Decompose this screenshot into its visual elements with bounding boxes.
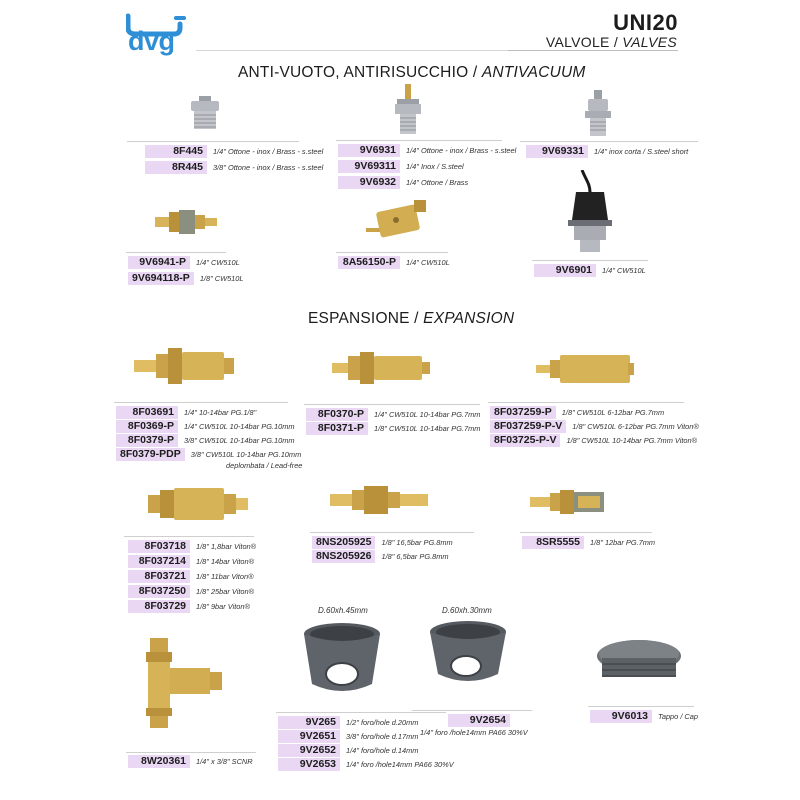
list-item xyxy=(145,145,323,158)
product-code: 9V6931 xyxy=(338,144,400,157)
list-item xyxy=(278,744,418,757)
product-desc: 1/8" CW510L xyxy=(199,274,244,283)
group-rule xyxy=(520,532,652,533)
product-desc: 1/4" foro/hole d.14mm xyxy=(346,746,419,755)
product-code: 8F037250 xyxy=(128,585,190,598)
product-code: 9V69331 xyxy=(526,145,588,158)
list-item xyxy=(490,420,699,433)
group-rule xyxy=(520,141,698,142)
product-code: 8F445 xyxy=(145,145,207,158)
product-desc: 1/4" CW510L xyxy=(406,258,450,267)
product-desc: 1/8" CW510L 6-12bar PG.7mm Viton® xyxy=(572,422,699,431)
product-code: 8F0371-P xyxy=(306,422,368,435)
page-title: UNI20 xyxy=(613,10,678,35)
product-code: 9V2651 xyxy=(278,730,340,743)
product-code: 9V694118-P xyxy=(128,272,194,285)
product-code: 8F037259-P xyxy=(490,406,556,419)
section-antivacuum-italic: ANTIVACUUM xyxy=(481,64,586,81)
list-item xyxy=(306,408,480,421)
product-code: 8W20361 xyxy=(128,755,190,768)
product-code: 8F03725-P-V xyxy=(490,434,560,447)
product-code: 8F0379-P xyxy=(116,434,178,447)
product-desc: 1/8" 25bar Viton® xyxy=(196,587,255,596)
list-item xyxy=(116,420,295,433)
product-desc: 1/4" x 3/8" SCNR xyxy=(196,757,253,766)
product-code: 9V2654 xyxy=(448,714,510,727)
antivacuum-valve-9v69331-image xyxy=(582,90,614,138)
section-antivacuum-main: ANTI-VUOTO, ANTIRISUCCHIO / xyxy=(238,64,482,81)
product-desc: 1/4" Ottone - inox / Brass - s.steel xyxy=(213,147,324,156)
product-desc: 1/8" 6,5bar PG.8mm xyxy=(381,552,449,561)
header-divider-accent xyxy=(508,50,678,51)
product-desc: 1/8" 9bar Viton® xyxy=(196,602,250,611)
list-item xyxy=(128,272,244,285)
list-item xyxy=(526,145,688,158)
product-desc: 3/8" foro/hole d.17mm xyxy=(346,732,419,741)
dimension-label: D.60xh.30mm xyxy=(442,606,492,615)
list-item xyxy=(590,710,698,723)
product-code: 8F03718 xyxy=(128,540,190,553)
product-desc: 1/8" 14bar Viton® xyxy=(196,557,255,566)
expansion-valve-8sr5555-image xyxy=(528,488,608,516)
list-item xyxy=(338,176,468,189)
antivacuum-valve-8f445-image xyxy=(185,96,225,132)
list-item xyxy=(116,448,301,461)
product-code: 8F03691 xyxy=(116,406,178,419)
group-rule xyxy=(276,712,446,713)
list-item xyxy=(128,570,254,583)
group-rule xyxy=(127,141,299,142)
product-desc: 1/4" CW510L 10-14bar PG.7mm xyxy=(374,410,481,419)
group-rule xyxy=(126,252,226,253)
section-expansion-main: ESPANSIONE / xyxy=(308,310,424,327)
list-item xyxy=(278,716,418,729)
page-subtitle xyxy=(546,34,677,50)
product-code: 9V2653 xyxy=(278,758,340,771)
product-desc: 3/8" CW510L 10-14bar PG.10mm xyxy=(184,436,295,445)
product-desc: 1/4" Ottone / Brass xyxy=(406,178,469,187)
list-item xyxy=(128,540,256,553)
product-code: 8F03729 xyxy=(128,600,190,613)
subtitle-main: VALVOLE / xyxy=(545,34,623,50)
product-code: 8F0379-PDP xyxy=(116,448,185,461)
product-code: 8R445 xyxy=(145,161,207,174)
subtitle-italic: VALVES xyxy=(622,34,677,50)
group-rule xyxy=(304,404,480,405)
section-title-antivacuum xyxy=(238,64,586,82)
product-desc: 1/8" CW510L 10-14bar PG.7mm xyxy=(374,424,481,433)
group-rule xyxy=(532,260,648,261)
product-desc: 1/8" CW510L 10-14bar PG.7mm Viton® xyxy=(566,436,698,445)
list-item xyxy=(128,585,254,598)
product-note: deplombata / Lead-free xyxy=(226,461,303,470)
product-code: 9V265 xyxy=(278,716,340,729)
product-code: 8A56150-P xyxy=(338,256,400,269)
group-rule xyxy=(114,402,288,403)
list-item xyxy=(490,434,697,447)
section-expansion-italic: EXPANSION xyxy=(423,310,515,327)
antivacuum-valve-9v6931-image xyxy=(393,84,423,136)
list-item xyxy=(128,555,254,568)
list-item xyxy=(338,160,464,173)
expansion-valve-8f03718-image xyxy=(146,484,250,524)
list-item xyxy=(338,144,516,157)
product-code: 8NS205926 xyxy=(312,550,375,563)
product-code: 9V2652 xyxy=(278,744,340,757)
group-rule xyxy=(126,752,256,753)
list-item xyxy=(278,730,418,743)
list-item xyxy=(312,536,453,549)
product-desc: 1/8" CW510L 6-12bar PG.7mm xyxy=(561,408,665,417)
product-code: 8F0369-P xyxy=(116,420,178,433)
expansion-valve-8f037259-image xyxy=(534,352,636,386)
expansion-valve-8ns205925-image xyxy=(328,484,430,516)
product-desc: 3/8" Ottone - inox / Brass - s.steel xyxy=(213,163,324,172)
product-desc: 1/4" Inox / S.steel xyxy=(406,162,464,171)
product-desc: 1/8" 12bar PG.7mm xyxy=(590,538,656,547)
product-desc: 1/4" CW510L 10-14bar PG.10mm xyxy=(184,422,295,431)
group-rule xyxy=(336,252,448,253)
group-rule xyxy=(588,706,694,707)
product-desc: 1/4" foro /hole14mm PA66 30%V xyxy=(420,728,528,737)
list-item xyxy=(312,550,449,563)
product-code: 8F0370-P xyxy=(306,408,368,421)
product-desc: 1/8" 1,8bar Viton® xyxy=(196,542,257,551)
product-desc: 1/4" inox corta / S.steel short xyxy=(594,147,689,156)
expansion-cup-9v265-image xyxy=(300,620,384,700)
product-desc: 1/4" Ottone - inox / Brass - s.steel xyxy=(406,146,517,155)
expansion-tee-8w20361-image xyxy=(136,638,232,730)
product-code: 9V6013 xyxy=(590,710,652,723)
product-code: 8SR5555 xyxy=(522,536,584,549)
group-rule xyxy=(336,140,502,141)
list-item xyxy=(534,264,646,277)
brand-name: dvg xyxy=(128,26,175,56)
antivacuum-valve-8a56150-image xyxy=(366,194,432,242)
product-desc: 3/8" CW510L 10-14bar PG.10mm xyxy=(190,450,302,459)
list-item xyxy=(338,256,450,269)
list-item xyxy=(448,714,510,727)
list-item xyxy=(522,536,655,549)
product-desc: 1/8" 11bar Viton® xyxy=(196,572,254,581)
list-item xyxy=(278,758,454,771)
list-item xyxy=(116,406,256,419)
group-rule xyxy=(124,536,254,537)
list-item xyxy=(128,600,250,613)
expansion-valve-8f03691-image xyxy=(132,344,236,388)
antivacuum-valve-9v6901-image xyxy=(560,170,620,254)
antivacuum-fitting-9v6941-image xyxy=(153,206,219,238)
product-code: 8NS205925 xyxy=(312,536,375,549)
product-code: 8F03721 xyxy=(128,570,190,583)
product-desc: 1/4" CW510L xyxy=(196,258,240,267)
expansion-cup-9v2654-image xyxy=(426,618,510,690)
list-item xyxy=(128,256,240,269)
list-item xyxy=(490,406,664,419)
product-desc: 1/8" 16,5bar PG.8mm xyxy=(381,538,453,547)
group-rule xyxy=(310,532,474,533)
list-item xyxy=(128,755,253,768)
product-desc: 1/4" 10-14bar PG.1/8" xyxy=(184,408,257,417)
product-code: 8F037259-P-V xyxy=(490,420,566,433)
expansion-valve-8f0370-image xyxy=(330,348,432,388)
product-desc: 1/2" foro/hole d.20mm xyxy=(346,718,419,727)
section-title-expansion xyxy=(308,310,514,328)
product-code: 9V6941-P xyxy=(128,256,190,269)
product-desc: Tappo / Cap xyxy=(658,712,698,721)
product-code: 9V6932 xyxy=(338,176,400,189)
list-item xyxy=(116,434,295,447)
expansion-cap-9v6013-image xyxy=(594,636,684,690)
product-code: 8F037214 xyxy=(128,555,190,568)
dimension-label: D.60xh.45mm xyxy=(318,606,368,615)
list-item xyxy=(145,161,323,174)
list-item xyxy=(306,422,480,435)
group-rule xyxy=(488,402,684,403)
product-desc: 1/4" foro /hole14mm PA66 30%V xyxy=(346,760,454,769)
product-code: 9V69311 xyxy=(338,160,400,173)
group-rule xyxy=(412,710,532,711)
product-code: 9V6901 xyxy=(534,264,596,277)
product-desc: 1/4" CW510L xyxy=(602,266,646,275)
